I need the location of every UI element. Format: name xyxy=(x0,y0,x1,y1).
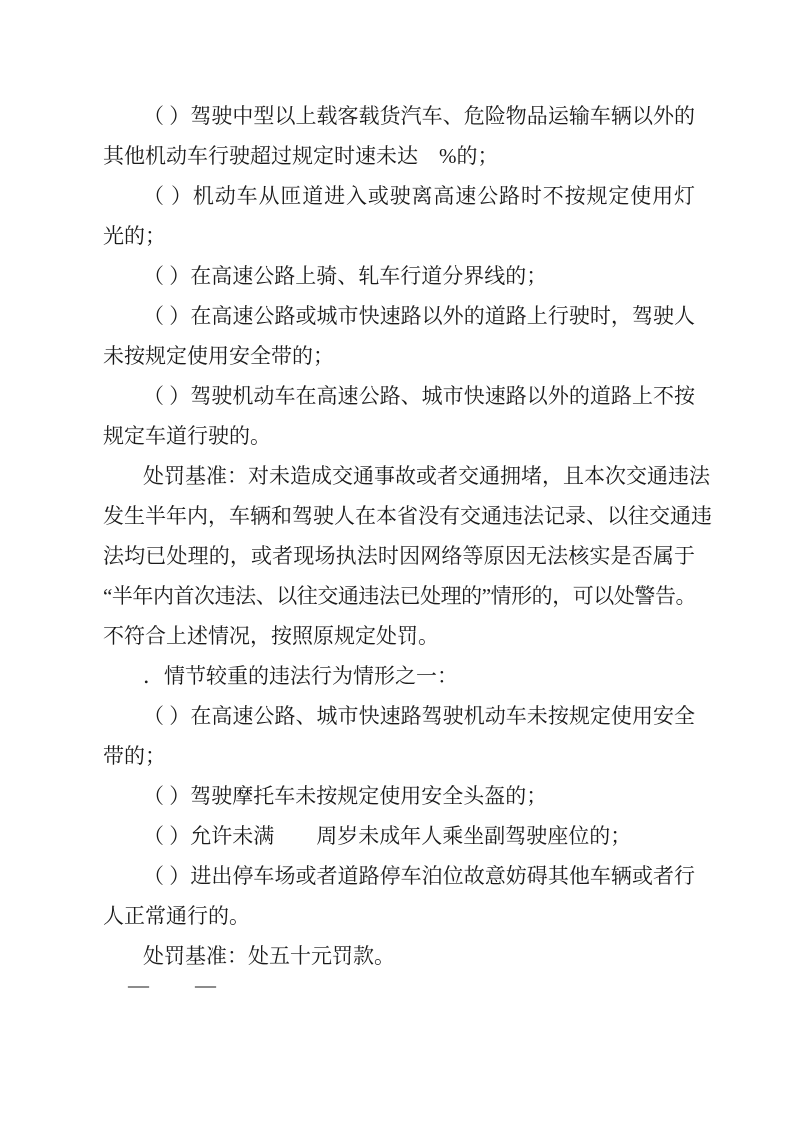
text-line: 处罚基准：处五十元罚款。 xyxy=(143,944,395,968)
clause-paragraph xyxy=(103,96,695,176)
text-line: （ ）驾驶中型以上载客载货汽车、危险物品运输车辆以外的 xyxy=(143,104,695,128)
text-line: “半年内首次违法、以往交通违法已处理的”情形的，可以处警告。 xyxy=(103,584,695,608)
clause-paragraph xyxy=(103,776,695,816)
text-line: （ ）机动车从匝道进入或驶离高速公路时不按规定使用灯 xyxy=(143,184,695,208)
text-line: （ ）在高速公路上骑、轧车行道分界线的； xyxy=(143,264,548,288)
text-line: 带的； xyxy=(103,744,166,768)
text-line: （ ）驾驶机动车在高速公路、城市快速路以外的道路上不按 xyxy=(143,384,695,408)
penalty-standard-paragraph xyxy=(103,456,712,656)
text-line: 法均已处理的，或者现场执法时因网络等原因无法核实是否属于 xyxy=(103,544,695,568)
text-line: 光的； xyxy=(103,224,166,248)
text-line: 处罚基准：对未造成交通事故或者交通拥堵，且本次交通违法 xyxy=(143,464,710,488)
clause-paragraph xyxy=(103,856,695,936)
footer-dash-left: — xyxy=(128,973,149,997)
text-line: （ ）允许未满 周岁未成年人乘坐副驾驶座位的； xyxy=(143,824,632,848)
text-line: （ ）驾驶摩托车未按规定使用安全头盔的； xyxy=(143,784,548,808)
clause-paragraph xyxy=(103,176,695,256)
text-line: （ ）在高速公路、城市快速路驾驶机动车未按规定使用安全 xyxy=(143,704,695,728)
document-text-block xyxy=(103,96,712,976)
section-heading-paragraph xyxy=(103,656,695,696)
page-number-placeholder xyxy=(128,965,216,1005)
clause-paragraph xyxy=(103,816,695,856)
footer-dash-right: — xyxy=(195,973,216,997)
clause-paragraph xyxy=(103,296,695,376)
text-line: 不符合上述情况，按照原规定处罚。 xyxy=(103,624,439,648)
text-line: 发生半年内，车辆和驾驶人在本省没有交通违法记录、以往交通违 xyxy=(103,504,712,528)
text-line: 未按规定使用安全带的； xyxy=(103,344,334,368)
text-line: （ ）进出停车场或者道路停车泊位故意妨碍其他车辆或者行 xyxy=(143,864,695,888)
text-line: 人正常通行的。 xyxy=(103,904,250,928)
clause-paragraph xyxy=(103,376,695,456)
text-line: （ ）在高速公路或城市快速路以外的道路上行驶时，驾驶人 xyxy=(143,304,695,328)
clause-paragraph xyxy=(103,256,695,296)
text-line: 其他机动车行驶超过规定时速未达 %的； xyxy=(103,144,499,168)
text-line: 规定车道行驶的。 xyxy=(103,424,271,448)
text-line: ．情节较重的违法行为情形之一： xyxy=(143,664,458,688)
clause-paragraph xyxy=(103,696,695,776)
